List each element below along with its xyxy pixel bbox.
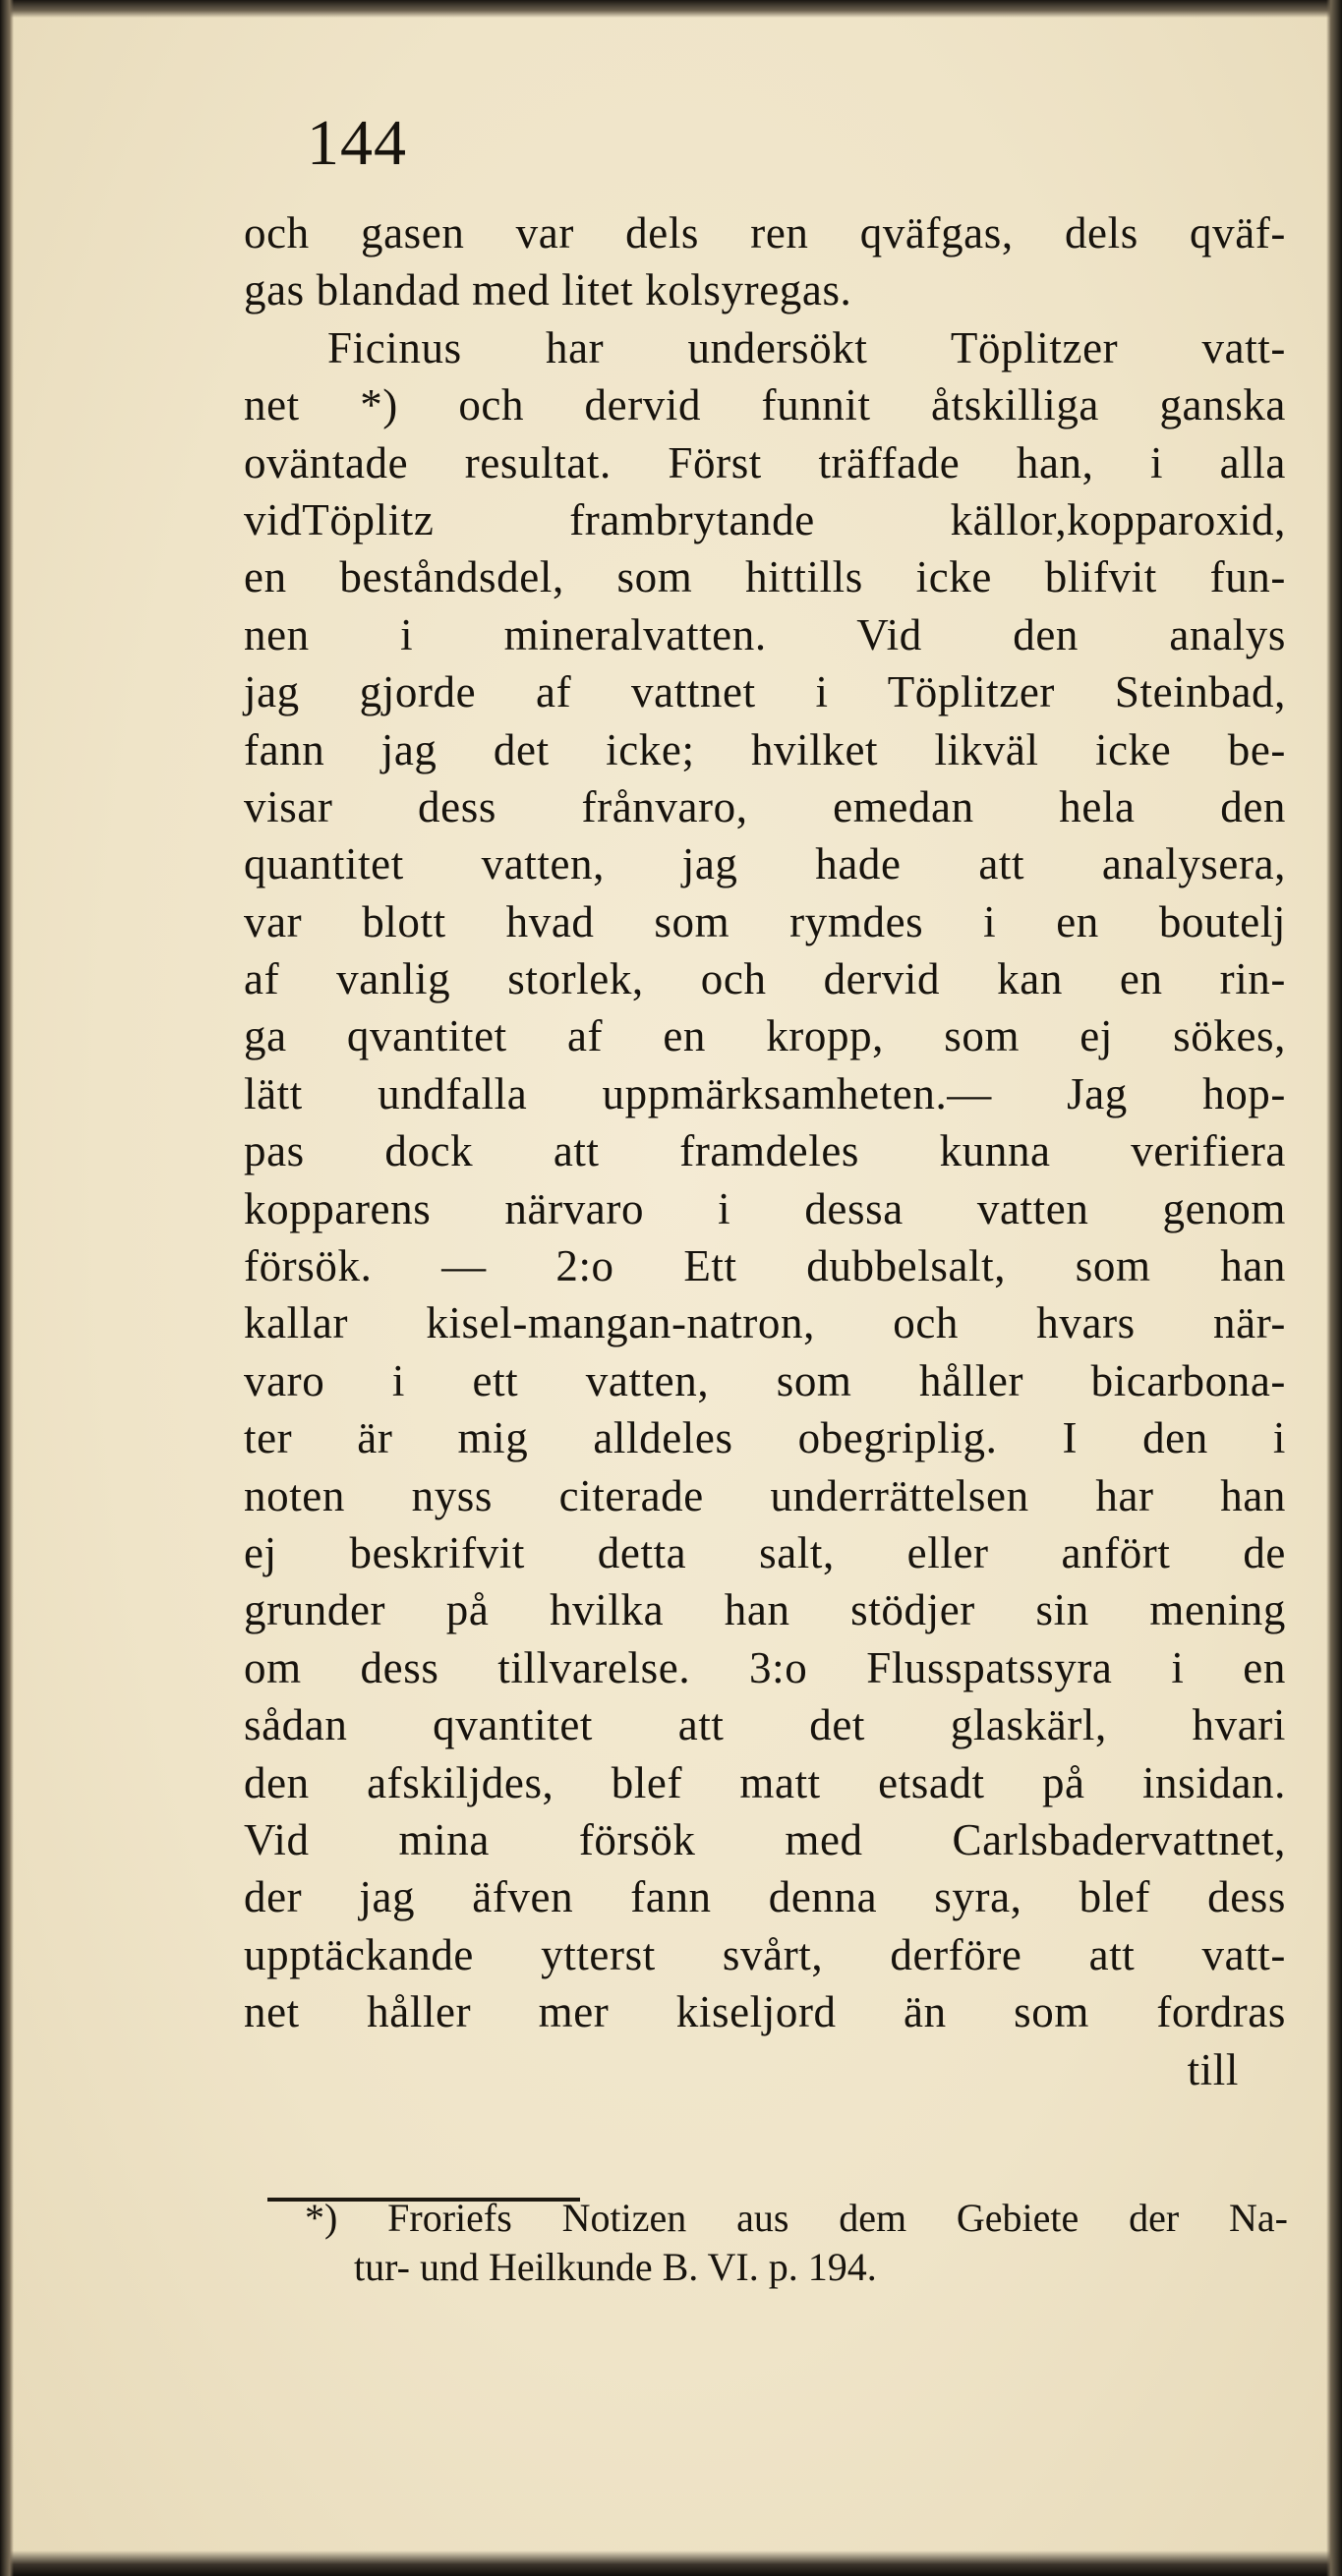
text-line: om dess tillvarelse. 3:o Flusspatssyra i en [244,1642,1286,1692]
text-line: kallar kisel-mangan-natron, och hvars när- [244,1298,1286,1348]
text-line: den afskiljdes, blef matt etsadt på insidan. [244,1757,1286,1807]
footnote-line: tur- und Heilkunde B. VI. p. 194. [354,2245,877,2289]
text-line: kopparens närvaro i dessa vatten genom [244,1183,1286,1233]
text-line: gas blandad med litet kolsyregas. [244,265,852,315]
text-line: noten nyss citerade underrättelsen har han [244,1470,1286,1520]
text-line: quantitet vatten, jag hade att analysera, [244,839,1286,889]
text-line: ter är mig alldeles obegriplig. I den i [244,1413,1286,1463]
footnote-line: *) Froriefs Notizen aus dem Gebiete der Na- [305,2196,1288,2240]
text-line: en beståndsdel, som hittills icke blifvit fun- [244,552,1286,602]
scan-edge-top [0,0,1342,18]
text-line: grunder på hvilka han stödjer sin mening [244,1585,1286,1635]
text-line: jag gjorde af vattnet i Töplitzer Steinbad, [244,667,1286,717]
text-line: Vid mina försök med Carlsbadervattnet, [244,1814,1286,1864]
text-line: försök. — 2:o Ett dubbelsalt, som han [244,1241,1286,1291]
scan-edge-bottom [0,2550,1342,2576]
text-line: ej beskrifvit detta salt, eller anfört de [244,1527,1286,1577]
page-number: 144 [307,107,407,179]
text-line: var blott hvad som rymdes i en boutelj [244,896,1286,946]
text-line: upptäckande ytterst svårt, derföre att vatt- [244,1929,1286,1979]
catchword: till [1187,2044,1239,2094]
body-text [244,204,1286,2098]
text-line: pas dock att framdeles kunna verifiera [244,1126,1286,1176]
text-line: varo i ett vatten, som håller bicarbona- [244,1355,1286,1405]
text-line: ga qvantitet af en kropp, som ej sökes, [244,1011,1286,1061]
text-line: visar dess frånvaro, emedan hela den [244,781,1286,831]
text-line: Ficinus har undersökt Töplitzer vatt- [327,322,1286,372]
text-line: net *) och dervid funnit åtskilliga ganska [244,380,1286,430]
text-line: der jag äfven fann denna syra, blef dess [244,1872,1286,1922]
text-line: nen i mineralvatten. Vid den analys [244,609,1286,659]
text-line: vidTöplitz frambrytande källor,kopparoxid, [244,494,1286,544]
text-line: oväntade resultat. Först träffade han, i alla [244,437,1286,487]
text-line: net håller mer kiseljord än som fordras [244,1987,1286,2037]
scan-edge-right [1326,0,1342,2576]
text-line: af vanlig storlek, och dervid kan en rin- [244,954,1286,1004]
scan-edge-left [0,0,14,2576]
text-line: lätt undfalla uppmärksamheten.— Jag hop- [244,1068,1286,1118]
text-line: sådan qvantitet att det glaskärl, hvari [244,1700,1286,1750]
text-line: och gasen var dels ren qväfgas, dels qväf- [244,208,1286,258]
text-line: fann jag det icke; hvilket likväl icke be- [244,724,1286,774]
